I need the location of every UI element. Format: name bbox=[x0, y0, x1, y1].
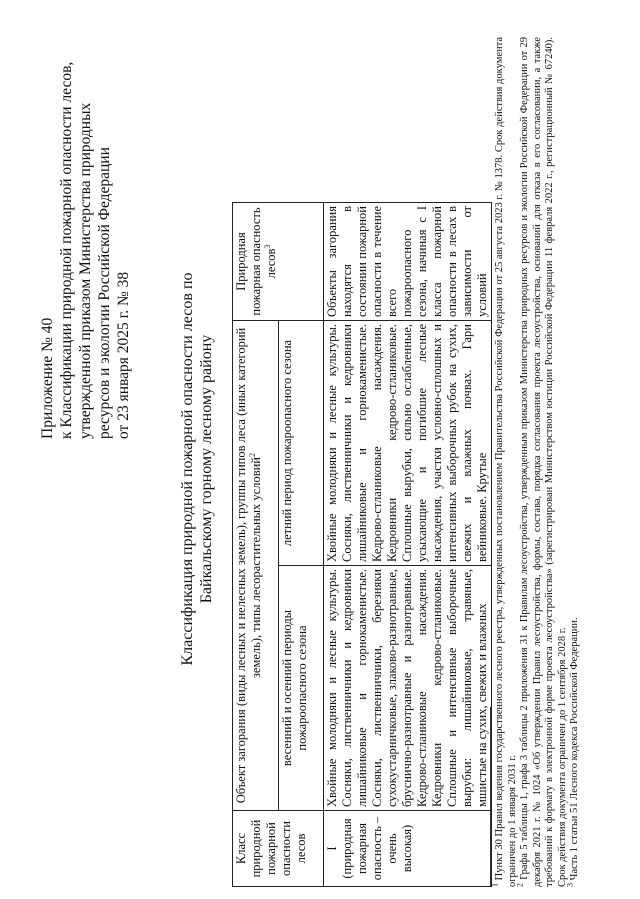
table-row bbox=[324, 203, 492, 887]
document-title bbox=[178, 189, 216, 749]
class-number: I bbox=[325, 846, 339, 851]
appendix-line: от 23 января 2025 г. № 38 bbox=[115, 271, 132, 439]
header-natural-danger: Природная пожарная опасность лесов$^3$ bbox=[233, 203, 324, 321]
table-header-row bbox=[233, 203, 279, 887]
title-line-1: Классификация природной пожарной опасности лесов по bbox=[179, 272, 196, 666]
appendix-line: ресурсов и экологии Российской Федерации bbox=[96, 147, 113, 439]
class-name: (природная пожарная опасность – очень высокая) bbox=[340, 816, 414, 881]
footnote-3: $^3$ Часть 1 статьи 51 Лесного кодекса Российской Федерации. bbox=[565, 617, 580, 887]
class-cell bbox=[324, 811, 492, 887]
title-line-2: Байкальскому горному лесному району bbox=[198, 334, 215, 604]
footnote-1: $^1$ Пункт 30 Правил ведения государственного лесного реестра, утвержденных постановлением Правительства Российской Федерации от 25 августа 2023 г. № 1378. Срок действия документа ограничен до 1 января 2031 г. bbox=[490, 36, 518, 887]
footnotes bbox=[490, 36, 582, 887]
spring-autumn-cell: Хвойные молодняки и лесные культуры. Сосняки, лиственничники и кедровники лишайниковые и горнокаменистые. Сосняки, лиственничники, березняки сухокустарничковые, злаково-разнотравные, бруснично-разнотравные и разнотравные. Кедрово-стланиковые насаждения. Кедровники кедрово-стланиковые. Сплошные и интенсивные выборочные вырубки: лишайниковые, травяные, мшистые на сухих, свежих и влажных bbox=[324, 566, 492, 811]
footnote-rule bbox=[490, 707, 491, 887]
header-class: Класс природной пожарной опасности лесов bbox=[233, 811, 324, 887]
appendix-line: к Классификации природной пожарной опасности лесов, bbox=[58, 61, 75, 439]
header-summer: летний период пожароопасного сезона bbox=[278, 321, 324, 566]
header-spring-autumn: весенний и осенний периоды пожароопасного сезона bbox=[278, 566, 324, 811]
summer-cell: Хвойные молодняки и лесные культуры. Сосняки, лиственничники и кедровники лишайниковые и горнокаменистые. Кедрово-стланиковые насаждения. Кедровники кедрово-стланиковые. Сплошные вырубки, сильно ослабленные, усыхающие и погибшие лесные насаждения, участки условно-сплошных и интенсивных выборочных рубок на сухих, свежих и влажных почвах. Гари вейниковые. Крутые bbox=[324, 321, 492, 566]
header-object-group: Объект загорания (виды лесных и нелесных земель), группы типов леса (иных категорий земель), типы лесорастительных условий$^2$ bbox=[233, 321, 279, 811]
classification-table bbox=[232, 202, 492, 887]
appendix-line: Приложение № 40 bbox=[39, 317, 56, 439]
appendix-line: утвержденной приказом Министерства природных bbox=[77, 102, 94, 439]
appendix-header bbox=[38, 19, 133, 439]
natural-danger-cell: Объекты загорания находятся в состоянии пожарной опасности в течение всего пожароопасного сезона, начиная с I класса пожарной опасности в лесах в зависимости от условий bbox=[324, 203, 492, 321]
footnote-2: $^2$ Графа 5 таблицы 1, графа 3 таблицы 2 приложения 31 к Правилам лесоустройства, утвержденным приказом Министерства природных ресурсов и экологии Российской Федерации от 29 декабря 2021 г. № 1024 «Об утверждении Правил лесоустройства, формы, состава, порядка согласования проекта лесоустройства, оснований для отказа в его согласовании, а также требований к формату в электронной форме проекта лесоустройства» (зарегистрирован Министерством юстиции Российской Федерации 11 февраля 2022 г., регистрационный № 67240). Срок действия документа ограничен до 1 сентября 2028 г. bbox=[515, 37, 568, 887]
